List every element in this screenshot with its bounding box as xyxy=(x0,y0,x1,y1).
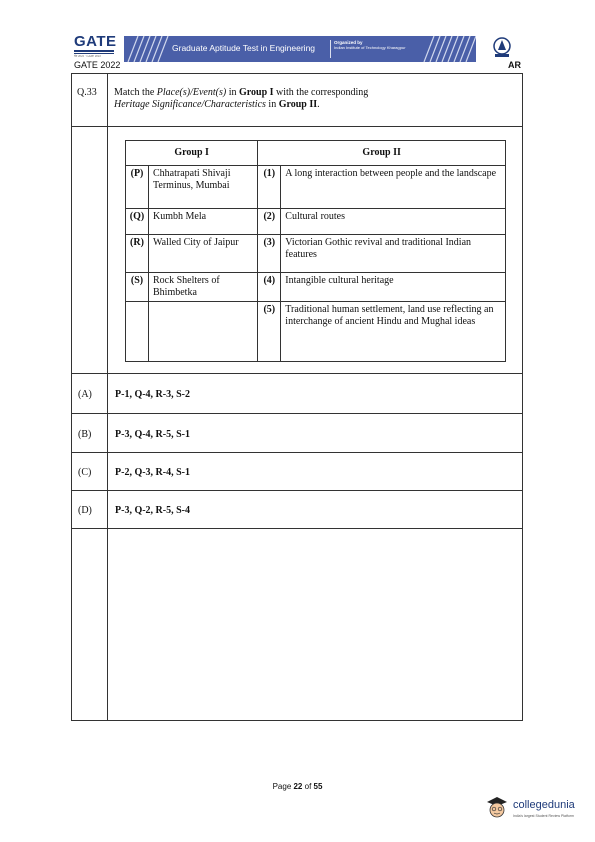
option-a-text: P-1, Q-4, R-3, S-2 xyxy=(115,389,190,400)
match-table-row xyxy=(126,166,506,209)
group-2-key: (1) xyxy=(258,166,281,209)
group-1-header: Group I xyxy=(126,141,258,166)
page-number: 22 xyxy=(293,782,303,791)
group-1-key: (R) xyxy=(126,235,149,273)
grid-row-divider xyxy=(72,452,522,453)
group-1-key: (P) xyxy=(126,166,149,209)
group-1-item: Kumbh Mela xyxy=(149,209,258,235)
match-table xyxy=(125,140,506,362)
page-footer: Page 22 of 55 xyxy=(272,782,323,791)
banner-organizer xyxy=(334,40,406,50)
group-2-key: (3) xyxy=(258,235,281,273)
group-1-item xyxy=(149,302,258,362)
graduate-mascot-icon xyxy=(485,795,509,821)
option-a-label: (A) xyxy=(78,389,92,400)
question-stem: Match the Place(s)/Event(s) in Group I with the corresponding Heritage Significance/Characteristics in Group II. xyxy=(114,87,369,110)
group-1-item: Walled City of Jaipur xyxy=(149,235,258,273)
match-table-row xyxy=(126,273,506,302)
group-2-header: Group II xyxy=(258,141,506,166)
collegedunia-name: collegedunia xyxy=(513,799,575,811)
match-table-row xyxy=(126,209,506,235)
header-banner xyxy=(124,36,476,62)
paper-code: AR xyxy=(508,60,521,70)
gate-logo-text: GATE xyxy=(74,33,117,50)
group-2-item: Intangible cultural heritage xyxy=(281,273,506,302)
option-d-label: (D) xyxy=(78,505,92,516)
group-1-key: (Q) xyxy=(126,209,149,235)
option-b-label: (B) xyxy=(78,429,92,440)
gate-logo-subtext: गेट 2022 · GATE 2022 xyxy=(74,54,101,58)
banner-title: Graduate Aptitude Test in Engineering xyxy=(172,43,316,53)
group-1-key: (S) xyxy=(126,273,149,302)
match-table-row xyxy=(126,235,506,273)
match-table-row xyxy=(126,302,506,362)
group-2-item: A long interaction between people and the landscape xyxy=(281,166,506,209)
gate-logo xyxy=(74,34,120,58)
group-2-item: Cultural routes xyxy=(281,209,506,235)
grid-row-divider xyxy=(72,413,522,414)
group-2-key: (5) xyxy=(258,302,281,362)
group-1-key xyxy=(126,302,149,362)
organized-by-label: Organized by xyxy=(334,40,363,45)
grid-row-divider xyxy=(72,126,522,127)
question-grid xyxy=(71,73,523,721)
grid-row-divider xyxy=(72,490,522,491)
group-2-item: Victorian Gothic revival and traditional Indian features xyxy=(281,235,506,273)
exam-name: GATE 2022 xyxy=(74,60,121,70)
group-2-item: Traditional human settlement, land use reflecting an interchange of ancient Hindu and Mughal ideas xyxy=(281,302,506,362)
banner-divider xyxy=(330,40,331,58)
grid-row-divider xyxy=(72,528,522,529)
collegedunia-watermark xyxy=(485,795,585,825)
group-1-item: Chhatrapati Shivaji Terminus, Mumbai xyxy=(149,166,258,209)
question-number: Q.33 xyxy=(77,87,97,98)
group-2-key: (2) xyxy=(258,209,281,235)
option-b-text: P-3, Q-4, R-5, S-1 xyxy=(115,429,190,440)
option-c-text: P-2, Q-3, R-4, S-1 xyxy=(115,467,190,478)
organizer-name: Indian Institute of Technology Kharagpur xyxy=(334,45,406,50)
grid-row-divider xyxy=(72,373,522,374)
match-table-header xyxy=(126,141,506,166)
option-d-text: P-3, Q-2, R-5, S-4 xyxy=(115,505,190,516)
collegedunia-tagline: India's largest Student Review Platform xyxy=(513,814,574,818)
option-c-label: (C) xyxy=(78,467,92,478)
page-total: 55 xyxy=(313,782,323,791)
group-2-key: (4) xyxy=(258,273,281,302)
grid-column-divider xyxy=(107,74,108,720)
group-1-item: Rock Shelters of Bhimbetka xyxy=(149,273,258,302)
